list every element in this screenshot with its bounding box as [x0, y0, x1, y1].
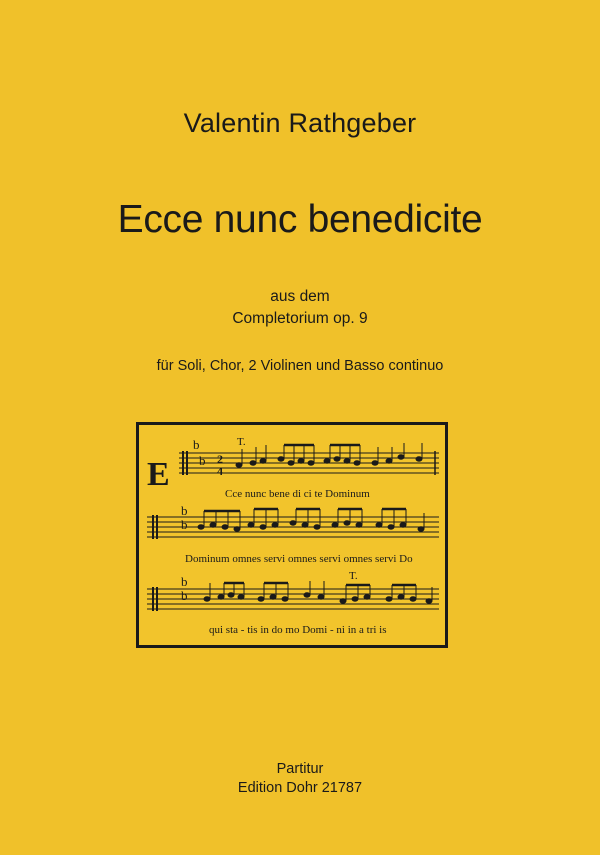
svg-text:b: b	[181, 588, 188, 603]
work-title: Ecce nunc benedicite	[117, 198, 483, 241]
composer-name: Valentin Rathgeber	[183, 108, 417, 138]
lyrics-line-3: qui sta - tis in do mo Domi - ni in a tri is	[209, 624, 387, 636]
svg-text:b: b	[193, 437, 200, 452]
publisher-info	[0, 760, 600, 798]
music-notation	[139, 425, 445, 645]
subtitle-line-1: aus dem	[270, 288, 330, 305]
instrumentation: für Soli, Chor, 2 Violinen und Basso continuo	[156, 358, 444, 374]
score-type: Partitur	[276, 761, 324, 777]
publisher-edition: Edition Dohr 21787	[237, 780, 363, 796]
music-excerpt-image	[136, 422, 448, 648]
tempo-mark-2: T.	[349, 570, 358, 582]
svg-text:b: b	[181, 517, 188, 532]
svg-text:b: b	[181, 503, 188, 518]
svg-text:b: b	[199, 453, 206, 468]
lyrics-line-2: Dominum omnes servi omnes servi omnes servi Do	[185, 553, 413, 565]
decorated-initial: E	[147, 456, 170, 493]
time-signature-top: 2	[217, 452, 223, 466]
subtitle-line-2: Completorium op. 9	[232, 310, 368, 327]
lyrics-line-1: Cce nunc bene di ci te Dominum	[225, 488, 370, 500]
tempo-mark-1: T.	[237, 436, 246, 448]
svg-text:b: b	[181, 574, 188, 589]
time-signature-bottom: 4	[217, 464, 223, 478]
work-source	[0, 286, 600, 330]
